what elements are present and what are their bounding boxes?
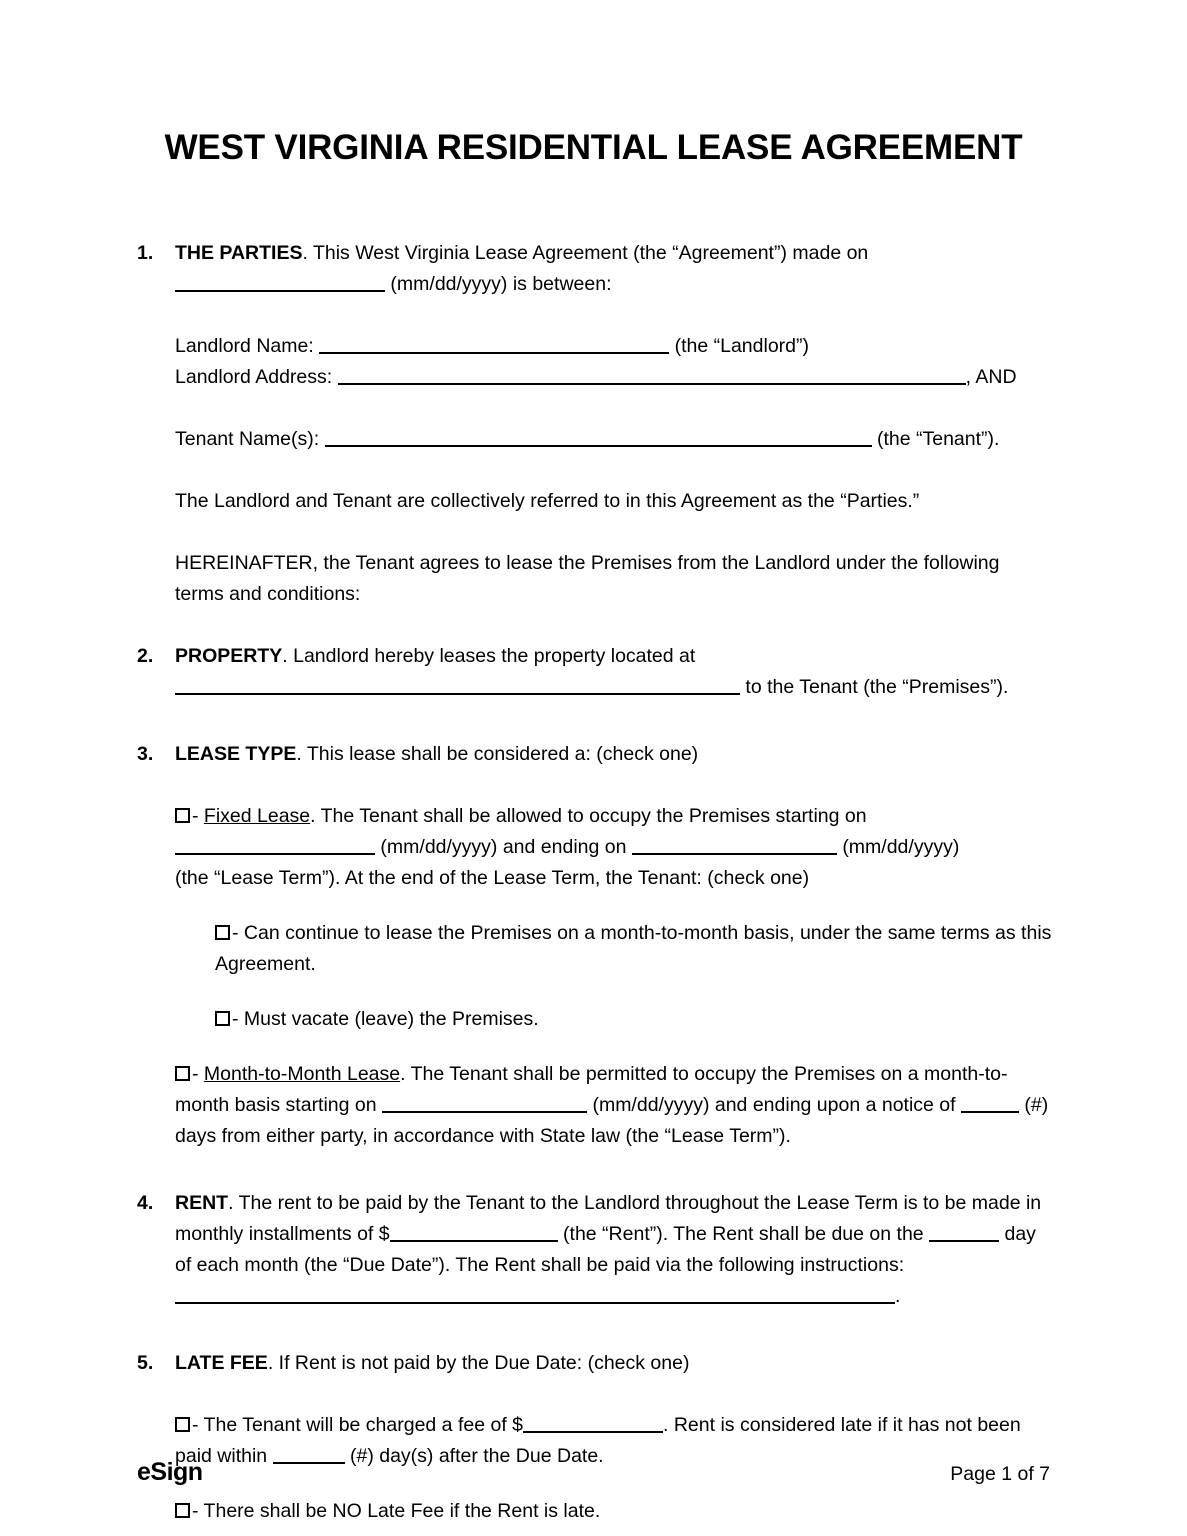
clause-rent	[137, 1188, 1052, 1312]
option-fixed-lease	[137, 801, 1052, 894]
landlord-address-line	[175, 362, 1052, 393]
tenant-name-suffix: (the “Tenant”).	[876, 428, 1000, 450]
late-fee-charged-text-3: (#) day(s) after the Due Date.	[349, 1445, 604, 1467]
late-fee-charged-text-1: - The Tenant will be charged a fee of $	[192, 1414, 523, 1436]
clause-number-1: 1.	[137, 242, 154, 264]
option-continue-month-to-month	[137, 918, 1052, 980]
rent-instructions-blank[interactable]	[175, 1283, 895, 1304]
fixed-lease-start-date-blank[interactable]	[175, 834, 375, 855]
property-suffix-text: to the Tenant (the “Premises”).	[745, 676, 1009, 698]
month-to-month-notice-days-blank[interactable]	[961, 1092, 1019, 1113]
clause-number-3: 3.	[137, 743, 154, 765]
page-title: WEST VIRGINIA RESIDENTIAL LEASE AGREEMENT	[164, 128, 1023, 167]
property-intro-text: . Landlord hereby leases the property located at	[282, 645, 696, 667]
rent-amount-blank[interactable]	[390, 1221, 558, 1242]
rent-heading: RENT	[175, 1192, 229, 1214]
month-to-month-label: Month-to-Month Lease	[203, 1063, 401, 1085]
lease-type-intro-line	[175, 739, 1052, 770]
clause-number-5: 5.	[137, 1352, 154, 1374]
rent-paragraph	[175, 1188, 1052, 1312]
page-number: Page 1 of 7	[950, 1463, 1050, 1485]
rent-text-3: day of each month (the “Due Date”). The Rent shall be paid via the following instructions:	[175, 1223, 1036, 1276]
parties-collective-paragraph: The Landlord and Tenant are collectively referred to in this Agreement as the “Parties.”	[175, 490, 920, 512]
late-fee-charged-text-2: . Rent is considered late if it has not been paid within	[175, 1414, 1021, 1467]
late-fee-intro-line	[175, 1348, 1052, 1379]
fixed-lease-end-date-blank[interactable]	[632, 834, 837, 855]
landlord-name-label: Landlord Name:	[175, 335, 314, 357]
property-intro-line	[175, 641, 1052, 672]
fixed-lease-text-1: . The Tenant shall be allowed to occupy the Premises starting on	[310, 805, 867, 827]
checkbox-must-vacate[interactable]	[215, 1011, 230, 1026]
checkbox-month-to-month-lease[interactable]	[175, 1066, 190, 1081]
esign-logo: eSign	[137, 1458, 203, 1486]
property-address-line	[175, 672, 1052, 703]
fixed-lease-text-3: (mm/dd/yyyy)	[842, 836, 960, 858]
late-fee-intro-text: . If Rent is not paid by the Due Date: (check one)	[267, 1352, 690, 1374]
month-to-month-text-1: . The Tenant shall be permitted to occupy the Premises on a month-to-month basis starting on	[175, 1063, 1008, 1116]
landlord-name-blank[interactable]	[319, 333, 669, 354]
fixed-lease-label: Fixed Lease	[203, 805, 311, 827]
lease-type-heading: LEASE TYPE	[175, 743, 297, 765]
tenant-name-label: Tenant Name(s):	[175, 428, 320, 450]
rent-text-2: (the “Rent”). The Rent shall be due on the	[563, 1223, 924, 1245]
tenant-name-line	[175, 424, 1052, 455]
clause-number-4: 4.	[137, 1192, 154, 1214]
checkbox-continue-month-to-month[interactable]	[215, 925, 230, 940]
month-to-month-dash: -	[192, 1063, 199, 1085]
checkbox-fixed-lease[interactable]	[175, 808, 190, 823]
fixed-lease-line-1	[175, 801, 1052, 832]
landlord-name-suffix: (the “Landlord”)	[674, 335, 809, 357]
parties-intro-line	[175, 238, 1052, 269]
rent-due-day-blank[interactable]	[929, 1221, 999, 1242]
landlord-address-label: Landlord Address:	[175, 366, 333, 388]
parties-date-suffix: (mm/dd/yyyy) is between:	[390, 273, 612, 295]
landlord-address-suffix: , AND	[965, 366, 1017, 388]
checkbox-late-fee-charged[interactable]	[175, 1417, 190, 1432]
must-vacate-label: - Must vacate (leave) the Premises.	[232, 1008, 539, 1030]
fixed-lease-line-3: (the “Lease Term”). At the end of the Lease Term, the Tenant: (check one)	[175, 867, 810, 889]
option-no-late-fee	[137, 1496, 1052, 1527]
parties-intro-text: . This West Virginia Lease Agreement (the “Agreement”) made on	[302, 242, 869, 264]
checkbox-no-late-fee[interactable]	[175, 1503, 190, 1518]
parties-heading: THE PARTIES	[175, 242, 303, 264]
clause-late-fee	[137, 1348, 1052, 1379]
document-body	[137, 238, 1052, 1527]
late-fee-heading: LATE FEE	[175, 1352, 268, 1374]
property-heading: PROPERTY	[175, 645, 283, 667]
month-to-month-text-3: (#) days from either party, in accordance with State law (the “Lease Term”).	[175, 1094, 1049, 1147]
page-footer	[137, 1458, 1050, 1487]
option-month-to-month-lease	[137, 1059, 1052, 1152]
landlord-name-line	[175, 331, 1052, 362]
clause-property	[137, 641, 1052, 703]
continue-month-to-month-label: - Can continue to lease the Premises on a month-to-month basis, under the same terms as this Agreement.	[215, 922, 1052, 975]
rent-text-4: .	[895, 1285, 901, 1307]
rent-text-1: . The rent to be paid by the Tenant to the Landlord throughout the Lease Term is to be made in monthly installments of $	[175, 1192, 1042, 1245]
hereinafter-paragraph: HEREINAFTER, the Tenant agrees to lease the Premises from the Landlord under the following terms and conditions:	[175, 552, 1000, 605]
fixed-lease-line-2	[175, 832, 1052, 863]
month-to-month-start-date-blank[interactable]	[382, 1092, 587, 1113]
option-must-vacate	[137, 1004, 1052, 1035]
no-late-fee-label: - There shall be NO Late Fee if the Rent is late.	[192, 1500, 601, 1522]
clause-number-2: 2.	[137, 645, 154, 667]
month-to-month-line-1	[175, 1059, 1052, 1152]
tenant-name-blank[interactable]	[325, 426, 872, 447]
parties-date-line	[175, 269, 1052, 300]
landlord-address-blank[interactable]	[338, 364, 966, 385]
lease-type-intro-text: . This lease shall be considered a: (check one)	[296, 743, 699, 765]
month-to-month-text-2: (mm/dd/yyyy) and ending upon a notice of	[592, 1094, 956, 1116]
agreement-date-blank[interactable]	[175, 271, 385, 292]
clause-the-parties	[137, 238, 1052, 610]
fixed-lease-text-2: (mm/dd/yyyy) and ending on	[380, 836, 627, 858]
property-address-blank[interactable]	[175, 674, 740, 695]
clause-lease-type	[137, 739, 1052, 770]
fixed-lease-dash: -	[192, 805, 199, 827]
late-fee-amount-blank[interactable]	[523, 1412, 663, 1433]
